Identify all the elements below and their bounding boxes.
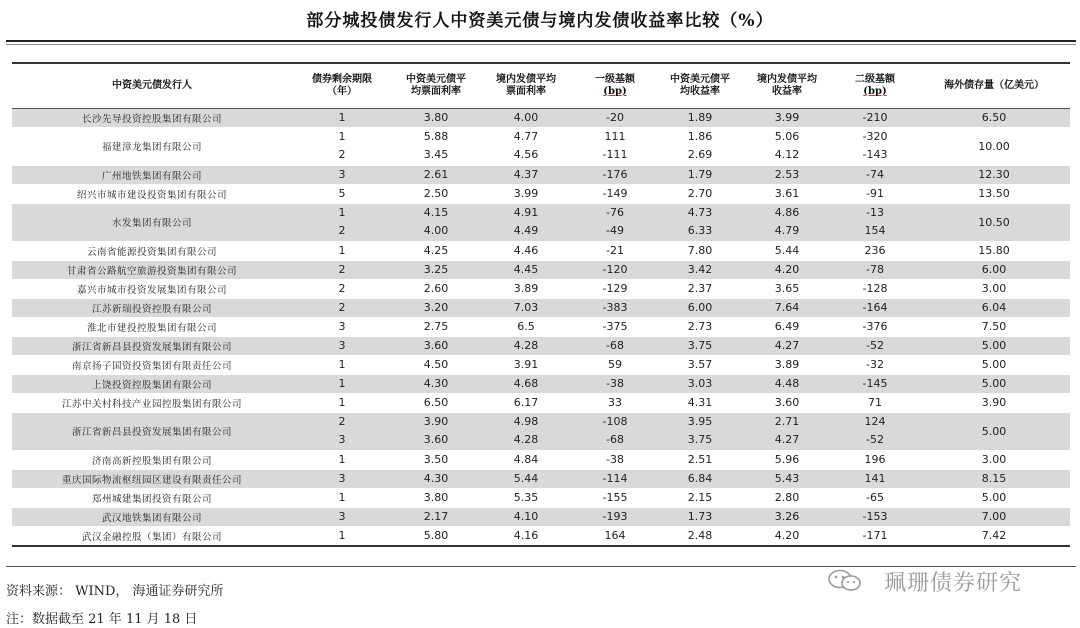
- top-rule-thin: [6, 44, 1076, 45]
- primary-spread-cell: -20: [572, 108, 658, 127]
- dom-yield-cell: 3.99: [742, 108, 832, 127]
- usd-yield-cell: 2.51: [658, 450, 742, 469]
- overseas-amount-cell: 5.00: [918, 488, 1070, 507]
- dom-yield-cell: 4.48: [742, 374, 832, 393]
- term-cell: 2: [292, 279, 392, 298]
- dom-yield-cell: 7.64: [742, 298, 832, 317]
- header-issuer: 中资美元债发行人: [12, 63, 292, 108]
- header-usd-coupon: 中资美元债平 均票面利率: [392, 63, 480, 108]
- table-row: [12, 469, 1070, 488]
- primary-spread-cell: -21: [572, 241, 658, 260]
- primary-spread-cell: 164: [572, 526, 658, 546]
- overseas-amount-cell: 7.00: [918, 507, 1070, 526]
- usd-yield-cell: 2.73: [658, 317, 742, 336]
- overseas-amount-cell: 5.00: [918, 355, 1070, 374]
- term-cell: 3: [292, 317, 392, 336]
- dom-yield-cell: 5.06 4.12: [742, 127, 832, 165]
- term-cell: 1: [292, 374, 392, 393]
- table-row: [12, 165, 1070, 184]
- header-row: [12, 63, 1070, 108]
- secondary-spread-cell: -32: [832, 355, 918, 374]
- secondary-spread-cell: -153: [832, 507, 918, 526]
- table-row: [12, 298, 1070, 317]
- header-term: 债券剩余期限 （年）: [292, 63, 392, 108]
- usd-coupon-cell: 3.50: [392, 450, 480, 469]
- usd-coupon-cell: 6.50: [392, 393, 480, 412]
- usd-coupon-cell: 4.30: [392, 374, 480, 393]
- secondary-spread-cell: -13 154: [832, 203, 918, 241]
- usd-yield-cell: 1.73: [658, 507, 742, 526]
- primary-spread-cell: -176: [572, 165, 658, 184]
- secondary-spread-cell: 236: [832, 241, 918, 260]
- secondary-spread-cell: -171: [832, 526, 918, 546]
- overseas-amount-cell: 12.30: [918, 165, 1070, 184]
- dom-coupon-cell: 4.68: [480, 374, 572, 393]
- issuer-cell: 广州地铁集团有限公司: [12, 165, 292, 184]
- term-cell: 1: [292, 450, 392, 469]
- yield-comparison-table: [12, 62, 1070, 547]
- usd-coupon-cell: 3.25: [392, 260, 480, 279]
- issuer-cell: 武汉金融控股（集团）有限公司: [12, 526, 292, 546]
- dom-coupon-cell: 5.44: [480, 469, 572, 488]
- primary-spread-cell: -375: [572, 317, 658, 336]
- usd-coupon-cell: 3.20: [392, 298, 480, 317]
- table-row: [12, 184, 1070, 203]
- overseas-amount-cell: 7.42: [918, 526, 1070, 546]
- dom-coupon-cell: 3.89: [480, 279, 572, 298]
- secondary-spread-cell: 196: [832, 450, 918, 469]
- usd-yield-cell: 2.70: [658, 184, 742, 203]
- usd-coupon-cell: 2.75: [392, 317, 480, 336]
- dom-coupon-cell: 4.77 4.56: [480, 127, 572, 165]
- usd-coupon-cell: 5.88 3.45: [392, 127, 480, 165]
- overseas-amount-cell: 6.04: [918, 298, 1070, 317]
- usd-yield-cell: 3.95 3.75: [658, 412, 742, 450]
- usd-yield-cell: 6.00: [658, 298, 742, 317]
- dom-yield-cell: 4.20: [742, 526, 832, 546]
- issuer-cell: 上饶投资控股集团有限公司: [12, 374, 292, 393]
- usd-coupon-cell: 2.50: [392, 184, 480, 203]
- table-row: [12, 127, 1070, 165]
- usd-coupon-cell: 5.80: [392, 526, 480, 546]
- usd-coupon-cell: 2.60: [392, 279, 480, 298]
- usd-yield-cell: 3.75: [658, 336, 742, 355]
- issuer-cell: 水发集团有限公司: [12, 203, 292, 241]
- dom-yield-cell: 3.60: [742, 393, 832, 412]
- usd-coupon-cell: 4.50: [392, 355, 480, 374]
- dom-coupon-cell: 4.45: [480, 260, 572, 279]
- primary-spread-cell: -108 -68: [572, 412, 658, 450]
- primary-spread-cell: -193: [572, 507, 658, 526]
- issuer-cell: 绍兴市城市建设投资集团有限公司: [12, 184, 292, 203]
- table-row: [12, 393, 1070, 412]
- dom-yield-cell: 3.26: [742, 507, 832, 526]
- term-cell: 5: [292, 184, 392, 203]
- issuer-cell: 郑州城建集团投资有限公司: [12, 488, 292, 507]
- primary-spread-cell: -76 -49: [572, 203, 658, 241]
- secondary-spread-cell: 124 -52: [832, 412, 918, 450]
- secondary-spread-cell: -320 -143: [832, 127, 918, 165]
- table-row: [12, 317, 1070, 336]
- table-row: [12, 488, 1070, 507]
- primary-spread-cell: -120: [572, 260, 658, 279]
- source-text: 资料来源： WIND， 海通证券研究所: [6, 584, 224, 599]
- secondary-spread-cell: -145: [832, 374, 918, 393]
- table-row: [12, 260, 1070, 279]
- dom-coupon-cell: 4.98 4.28: [480, 412, 572, 450]
- table-row: [12, 108, 1070, 127]
- dom-coupon-cell: 3.99: [480, 184, 572, 203]
- issuer-cell: 福建漳龙集团有限公司: [12, 127, 292, 165]
- usd-yield-cell: 6.84: [658, 469, 742, 488]
- term-cell: 2 3: [292, 412, 392, 450]
- issuer-cell: 浙江省新昌县投资发展集团有限公司: [12, 336, 292, 355]
- term-cell: 3: [292, 507, 392, 526]
- term-cell: 1 2: [292, 127, 392, 165]
- primary-spread-cell: 33: [572, 393, 658, 412]
- term-cell: 1: [292, 241, 392, 260]
- usd-yield-cell: 7.80: [658, 241, 742, 260]
- issuer-cell: 长沙先导投资控股集团有限公司: [12, 108, 292, 127]
- secondary-spread-cell: -376: [832, 317, 918, 336]
- overseas-amount-cell: 6.50: [918, 108, 1070, 127]
- usd-coupon-cell: 2.17: [392, 507, 480, 526]
- primary-spread-cell: -129: [572, 279, 658, 298]
- term-cell: 1: [292, 108, 392, 127]
- dom-yield-cell: 3.89: [742, 355, 832, 374]
- header-dom-yield: 境内发债平均 收益率: [742, 63, 832, 108]
- overseas-amount-cell: 3.00: [918, 450, 1070, 469]
- secondary-spread-cell: 141: [832, 469, 918, 488]
- issuer-cell: 嘉兴市城市投资发展集团有限公司: [12, 279, 292, 298]
- issuer-cell: 江苏新瑞投资控股有限公司: [12, 298, 292, 317]
- table-title: 部分城投债发行人中资美元债与境内发债收益率比较（%）: [306, 11, 774, 31]
- term-cell: 1: [292, 393, 392, 412]
- secondary-spread-cell: -91: [832, 184, 918, 203]
- table-row: [12, 374, 1070, 393]
- overseas-amount-cell: 6.00: [918, 260, 1070, 279]
- dom-yield-cell: 4.20: [742, 260, 832, 279]
- dom-coupon-cell: 6.17: [480, 393, 572, 412]
- issuer-cell: 江苏中关村科技产业园控股集团有限公司: [12, 393, 292, 412]
- wechat-icon: [826, 568, 866, 594]
- table-row: [12, 450, 1070, 469]
- overseas-amount-cell: 3.00: [918, 279, 1070, 298]
- usd-yield-cell: 2.15: [658, 488, 742, 507]
- usd-yield-cell: 1.79: [658, 165, 742, 184]
- dom-yield-cell: 5.96: [742, 450, 832, 469]
- header-overseas-amount: 海外债存量（亿美元）: [918, 63, 1070, 108]
- top-rule: [6, 40, 1076, 42]
- term-cell: 1: [292, 355, 392, 374]
- table-row: [12, 355, 1070, 374]
- primary-spread-cell: -38: [572, 374, 658, 393]
- dom-coupon-cell: 4.00: [480, 108, 572, 127]
- term-cell: 2: [292, 260, 392, 279]
- term-cell: 1 2: [292, 203, 392, 241]
- usd-coupon-cell: 3.80: [392, 108, 480, 127]
- primary-spread-cell: -149: [572, 184, 658, 203]
- issuer-cell: 济南高新控股集团有限公司: [12, 450, 292, 469]
- dom-yield-cell: 3.65: [742, 279, 832, 298]
- table-row: [12, 241, 1070, 260]
- primary-spread-cell: 111 -111: [572, 127, 658, 165]
- table-row: [12, 203, 1070, 241]
- primary-spread-cell: 59: [572, 355, 658, 374]
- dom-yield-cell: 5.43: [742, 469, 832, 488]
- dom-yield-cell: 2.71 4.27: [742, 412, 832, 450]
- usd-yield-cell: 4.31: [658, 393, 742, 412]
- usd-coupon-cell: 2.61: [392, 165, 480, 184]
- overseas-amount-cell: 5.00: [918, 336, 1070, 355]
- usd-yield-cell: 1.86 2.69: [658, 127, 742, 165]
- header-dom-coupon: 境内发债平均 票面利率: [480, 63, 572, 108]
- header-secondary-spread: 二级基额 (bp): [832, 63, 918, 108]
- primary-spread-cell: -38: [572, 450, 658, 469]
- usd-coupon-cell: 4.25: [392, 241, 480, 260]
- secondary-spread-cell: -78: [832, 260, 918, 279]
- dom-coupon-cell: 7.03: [480, 298, 572, 317]
- usd-coupon-cell: 3.80: [392, 488, 480, 507]
- primary-spread-cell: -383: [572, 298, 658, 317]
- secondary-spread-cell: -74: [832, 165, 918, 184]
- dom-coupon-cell: 4.16: [480, 526, 572, 546]
- term-cell: 3: [292, 336, 392, 355]
- overseas-amount-cell: 10.00: [918, 127, 1070, 165]
- overseas-amount-cell: 8.15: [918, 469, 1070, 488]
- issuer-cell: 浙江省新昌县投资发展集团有限公司: [12, 412, 292, 450]
- header-usd-yield: 中资美元债平 均收益率: [658, 63, 742, 108]
- dom-coupon-cell: 4.28: [480, 336, 572, 355]
- primary-spread-cell: -155: [572, 488, 658, 507]
- usd-yield-cell: 2.37: [658, 279, 742, 298]
- usd-coupon-cell: 4.30: [392, 469, 480, 488]
- dom-coupon-cell: 3.91: [480, 355, 572, 374]
- table-row: [12, 526, 1070, 546]
- dom-coupon-cell: 4.84: [480, 450, 572, 469]
- dom-coupon-cell: 4.37: [480, 165, 572, 184]
- term-cell: 1: [292, 488, 392, 507]
- issuer-cell: 重庆国际物流枢纽园区建设有限责任公司: [12, 469, 292, 488]
- issuer-cell: 云南省能源投资集团有限公司: [12, 241, 292, 260]
- header-primary-spread: 一级基额 (bp): [572, 63, 658, 108]
- dom-yield-cell: 4.27: [742, 336, 832, 355]
- primary-spread-cell: -68: [572, 336, 658, 355]
- usd-yield-cell: 3.42: [658, 260, 742, 279]
- overseas-amount-cell: 7.50: [918, 317, 1070, 336]
- dom-coupon-cell: 6.5: [480, 317, 572, 336]
- usd-yield-cell: 1.89: [658, 108, 742, 127]
- usd-yield-cell: 2.48: [658, 526, 742, 546]
- dom-coupon-cell: 4.46: [480, 241, 572, 260]
- watermark-text: 珮珊债券研究: [884, 571, 1023, 596]
- table-row: [12, 507, 1070, 526]
- overseas-amount-cell: 13.50: [918, 184, 1070, 203]
- secondary-spread-cell: -210: [832, 108, 918, 127]
- usd-yield-cell: 4.73 6.33: [658, 203, 742, 241]
- usd-coupon-cell: 4.15 4.00: [392, 203, 480, 241]
- term-cell: 3: [292, 165, 392, 184]
- table-row: [12, 336, 1070, 355]
- overseas-amount-cell: 5.00: [918, 374, 1070, 393]
- usd-coupon-cell: 3.60: [392, 336, 480, 355]
- secondary-spread-cell: 71: [832, 393, 918, 412]
- dom-yield-cell: 4.86 4.79: [742, 203, 832, 241]
- dom-coupon-cell: 4.10: [480, 507, 572, 526]
- issuer-cell: 淮北市建投控股集团有限公司: [12, 317, 292, 336]
- secondary-spread-cell: -128: [832, 279, 918, 298]
- dom-yield-cell: 2.53: [742, 165, 832, 184]
- overseas-amount-cell: 10.50: [918, 203, 1070, 241]
- issuer-cell: 武汉地铁集团有限公司: [12, 507, 292, 526]
- overseas-amount-cell: 15.80: [918, 241, 1070, 260]
- term-cell: 3: [292, 469, 392, 488]
- overseas-amount-cell: 3.90: [918, 393, 1070, 412]
- dom-yield-cell: 5.44: [742, 241, 832, 260]
- term-cell: 2: [292, 298, 392, 317]
- term-cell: 1: [292, 526, 392, 546]
- secondary-spread-cell: -65: [832, 488, 918, 507]
- table-body: [12, 108, 1070, 546]
- table-row: [12, 279, 1070, 298]
- issuer-cell: 甘肃省公路航空旅游投资集团有限公司: [12, 260, 292, 279]
- dom-coupon-cell: 4.91 4.49: [480, 203, 572, 241]
- primary-spread-cell: -114: [572, 469, 658, 488]
- table-row: [12, 412, 1070, 450]
- dom-coupon-cell: 5.35: [480, 488, 572, 507]
- dom-yield-cell: 6.49: [742, 317, 832, 336]
- usd-yield-cell: 3.03: [658, 374, 742, 393]
- usd-yield-cell: 3.57: [658, 355, 742, 374]
- secondary-spread-cell: -164: [832, 298, 918, 317]
- dom-yield-cell: 2.80: [742, 488, 832, 507]
- note-text: 注：数据截至 21 年 11 月 18 日: [6, 612, 198, 627]
- usd-coupon-cell: 3.90 3.60: [392, 412, 480, 450]
- dom-yield-cell: 3.61: [742, 184, 832, 203]
- overseas-amount-cell: 5.00: [918, 412, 1070, 450]
- secondary-spread-cell: -52: [832, 336, 918, 355]
- issuer-cell: 南京扬子国资投资集团有限责任公司: [12, 355, 292, 374]
